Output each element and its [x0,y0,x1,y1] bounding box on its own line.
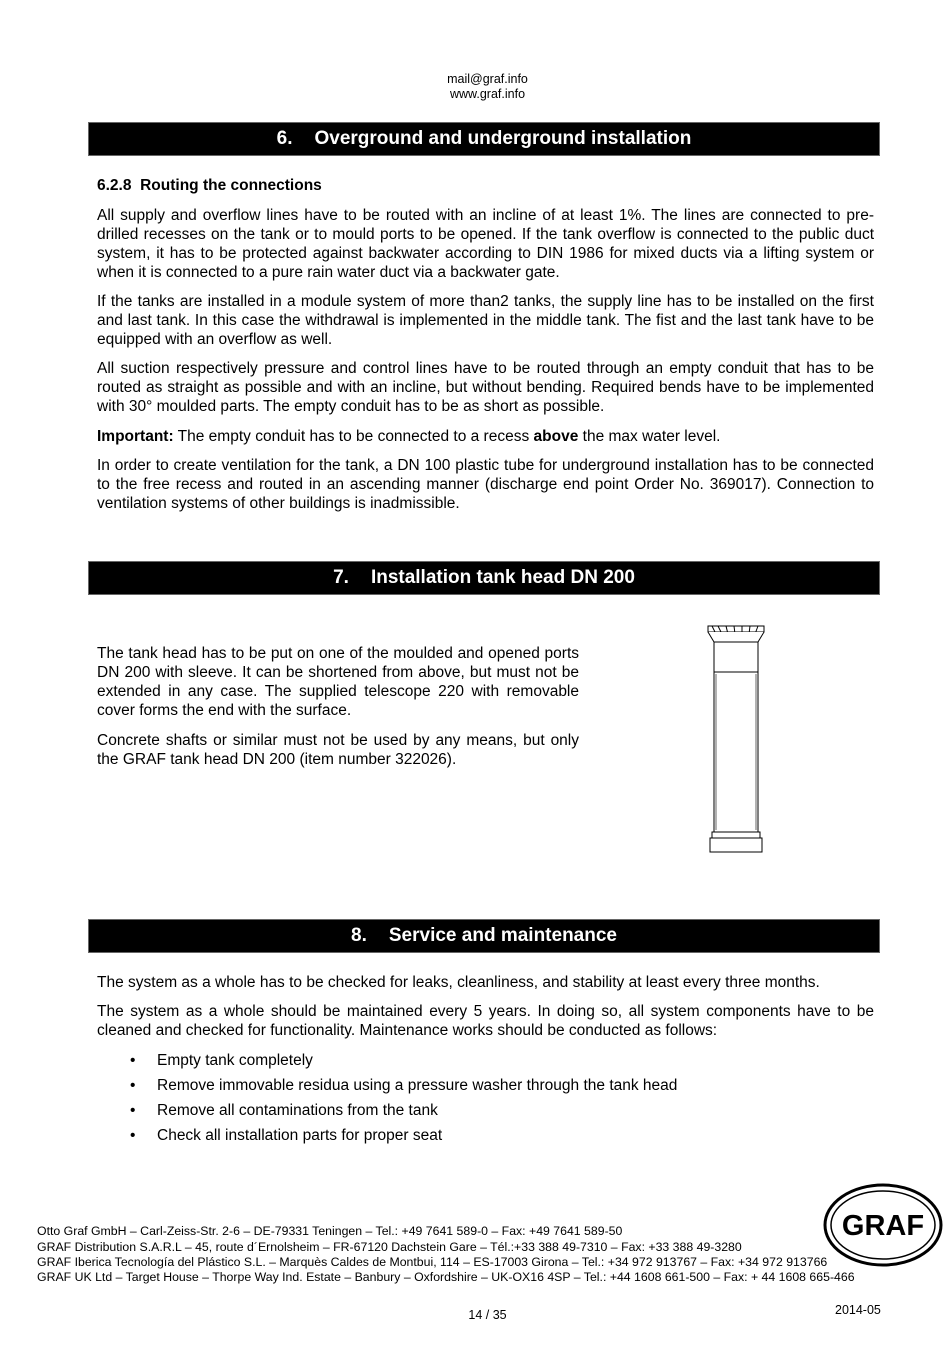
ventilation-paragraph: In order to create ventilation for the tank, a DN 100 plastic tube for underground installation has to be connected to the free recess and routed in an ascending manner (discharge end point Order No. 369017). Connection to ventilation systems of other buildings is inadmissible. [97,457,874,512]
list-item [97,1123,677,1148]
document-date: 2014-05 [835,1303,881,1317]
header-contact [0,72,950,102]
footer-address-fr: GRAF Distribution S.A.R.L – 45, route d´Ernolsheim – FR-67120 Dachstein Gare – Tél.:+33 388 49-7310 – Fax: +33 388 49-3280 [37,1240,742,1254]
important-text-bold: above [533,428,579,445]
service-paragraph-1: The system as a whole has to be checked for leaks, cleanliness, and stability at least every three months. [97,974,820,991]
bullet-icon: • [130,1127,136,1144]
tank-head-paragraph-1: The tank head has to be put on one of the moulded and opened ports DN 200 with sleeve. It can be shortened from above, but must not be extended in any case. The supplied telescope 220 with removable cover forms the end with the surface. [97,645,579,719]
list-item [97,1048,677,1073]
important-note [97,427,874,446]
footer-address-uk: GRAF UK Ltd – Target House – Thorpe Way Ind. Estate – Banbury – Oxfordshire – UK-OX16 4SP – Tel.: +44 1608 661-500 – Fax: + 44 1608 665-466 [37,1270,855,1284]
bullet-icon: • [130,1077,136,1094]
section-7-number: 7. [333,567,349,588]
tank-head-drawing [700,622,772,856]
subsection-number: 6.2.8 [97,177,132,194]
list-item-text: Empty tank completely [157,1052,313,1069]
important-label: Important: [97,428,174,445]
header-website[interactable]: www.graf.info [449,87,526,101]
bullet-icon: • [130,1052,136,1069]
section-8-title: Service and maintenance [388,925,617,946]
routing-paragraph-2: If the tanks are installed in a module system of more than2 tanks, the supply line has to be installed on the first and last tank. In this case the withdrawal is implemented in the middle tank. The fist and the last tank have to be equipped with an overflow as well. [97,293,874,348]
section-6-number: 6. [276,128,293,149]
footer-address-de: Otto Graf GmbH – Carl-Zeiss-Str. 2-6 – DE-79331 Teningen – Tel.: +49 7641 589-0 – Fax: +49 7641 589-50 [37,1224,623,1238]
header-email[interactable]: mail@graf.info [447,72,528,86]
important-text-pre: The empty conduit has to be connected to a recess [173,428,534,445]
list-item-text: Remove all contaminations from the tank [157,1102,438,1119]
logo-text: GRAF [841,1210,925,1242]
footer-address-es: GRAF Iberica Tecnología del Plástico S.L. – Marquès Caldes de Montbui, 114 – ES-17003 Girona – Tel.: +34 972 913767 – Fax: +34 972 913766 [37,1255,828,1269]
subsection-title: Routing the connections [140,177,322,194]
tank-head-paragraph-2: Concrete shafts or similar must not be used by any means, but only the GRAF tank head DN 200 (item number 322026). [97,732,579,768]
important-text-post: the max water level. [578,428,721,445]
list-item-text: Remove immovable residua using a pressure washer through the tank head [157,1077,678,1094]
section-6-heading [88,122,880,156]
graf-logo [823,1183,943,1267]
list-item-text: Check all installation parts for proper seat [157,1127,443,1144]
routing-paragraph-3: All suction respectively pressure and control lines have to be routed through an empty conduit that has to be routed as straight as possible and with an incline, but without bending. Required bends have to be implemented with 30° moulded parts. The empty conduit has to be as short as possible. [97,360,874,415]
list-item [97,1073,677,1098]
list-item [97,1098,677,1123]
subsection-heading [97,176,322,196]
section-7-title: Installation tank head DN 200 [370,567,635,588]
routing-paragraph-1: All supply and overflow lines have to be routed with an incline of at least 1%. The lines are connected to pre-drilled recesses on the tank or to mould ports to be opened. If the tank overflow is connected to the public duct system, it has to be protected against backwater according to DIN 1986 for mixed ducts via a lifting system or when it is connected to a pure rain water duct via a backwater gate. [97,207,874,281]
section-7-heading [88,561,880,595]
section-8-heading [88,919,880,953]
service-paragraph-2: The system as a whole should be maintained every 5 years. In doing so, all system components have to be cleaned and checked for functionality. Maintenance works should be conducted as follows: [97,1003,874,1039]
section-8-number: 8. [351,925,367,946]
section-6-title: Overground and underground installation [314,128,692,149]
bullet-icon: • [130,1102,136,1119]
page-number: 14 / 35 [468,1308,507,1322]
maintenance-list [97,1048,677,1148]
